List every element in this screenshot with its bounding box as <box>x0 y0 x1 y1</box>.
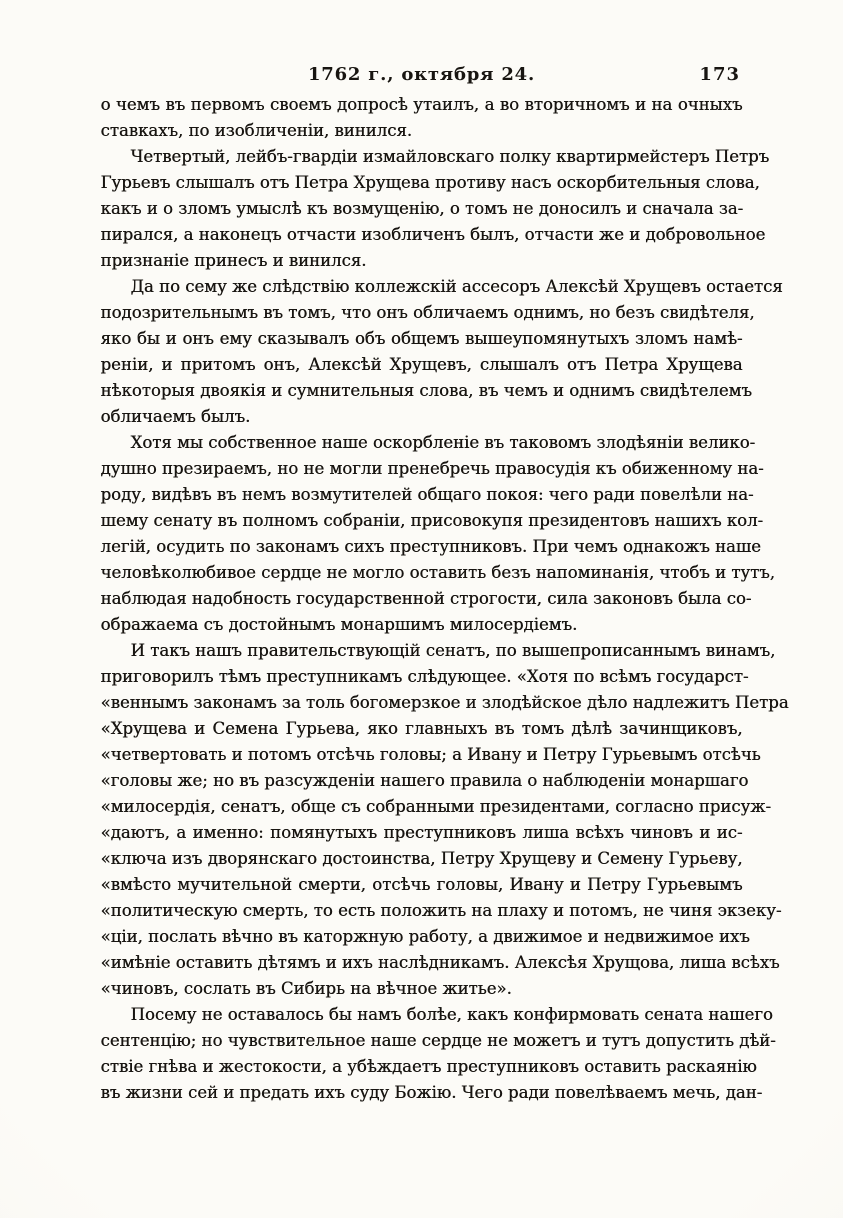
page-number: 173 <box>699 64 740 85</box>
running-head-date: 1762 г., октября 24. <box>307 64 536 85</box>
text-line: шему сенату въ полномъ собраніи, присовокупя президентовъ нашихъ кол- <box>100 511 764 530</box>
text-line: сентенцію; но чувствительное наше сердце не можетъ и тутъ допустить дѣй- <box>100 1031 776 1050</box>
text-line: человѣколюбивое сердце не могло оставить безъ напоминанія, чтобъ и тутъ, <box>100 563 775 582</box>
paragraph <box>100 1002 776 1106</box>
text-line: ствіе гнѣва и жестокости, а убѣждаетъ преступниковъ оставить раскаянію <box>100 1057 757 1076</box>
text-line: «ключа изъ дворянскаго достоинства, Петру Хрущеву и Семену Гурьеву, <box>100 849 743 868</box>
text-line: «веннымъ законамъ за толь богомерзкое и злодѣйское дѣло надлежитъ Петра <box>100 693 789 712</box>
text-line: о чемъ въ первомъ своемъ допросѣ утаилъ, а во вторичномъ и на очныхъ <box>100 95 743 114</box>
text-line: ставкахъ, по изобличеніи, винился. <box>100 121 413 140</box>
text-line: нѣкоторыя двоякія и сумнительныя слова, въ чемъ и однимъ свидѣтелемъ <box>100 381 752 400</box>
paragraph <box>100 430 775 638</box>
text-line: «Хрущева и Семена Гурьева, яко главныхъ въ томъ дѣлѣ зачинщиковъ, <box>100 719 743 738</box>
text-line: подозрительнымъ въ томъ, что онъ обличаемъ однимъ, но безъ свидѣтеля, <box>100 303 755 322</box>
text-line: Хотя мы собственное наше оскорбленіе въ таковомъ злодѣяніи велико- <box>130 433 756 452</box>
text-line: приговорилъ тѣмъ преступникамъ слѣдующее. «Хотя по всѣмъ государст- <box>100 667 749 686</box>
text-line: «даютъ, а именно: помянутыхъ преступниковъ лиша всѣхъ чиновъ и ис- <box>100 823 743 842</box>
text-line: яко бы и онъ ему сказывалъ объ общемъ вышеупомянутыхъ зломъ намѣ- <box>100 329 743 348</box>
text-line: легій, осудить по законамъ сихъ преступниковъ. При чемъ однакожъ наше <box>100 537 761 556</box>
text-line: «ціи, послать вѣчно въ каторжную работу, а движимое и недвижимое ихъ <box>100 927 750 946</box>
text-line: Четвертый, лейбъ-гвардіи измайловскаго полку квартирмейстеръ Петръ <box>130 147 770 166</box>
text-line: Посему не оставалось бы намъ болѣе, какъ конфирмовать сената нашего <box>130 1005 773 1024</box>
text-line: Да по сему же слѣдствію коллежскій ассесоръ Алексѣй Хрущевъ остается <box>130 277 783 296</box>
text-line: «милосердія, сенатъ, обще съ собранными президентами, согласно присуж- <box>100 797 771 816</box>
text-line: въ жизни сей и предать ихъ суду Божію. Чего ради повелѣваемъ мечь, дан- <box>100 1083 763 1102</box>
text-line: пирался, а наконецъ отчасти изобличенъ былъ, отчасти же и добровольное <box>100 225 766 244</box>
text-line: И такъ нашъ правительствующій сенатъ, по вышепрописаннымъ винамъ, <box>130 641 776 660</box>
text-line: роду, видѣвъ въ немъ возмутителей общаго покоя: чего ради повелѣли на- <box>100 485 754 504</box>
paragraph <box>100 274 783 430</box>
text-line: наблюдая надобность государственной строгости, сила законовъ была со- <box>100 589 752 608</box>
text-line: «политическую смерть, то есть положить на плаху и потомъ, не чиня экзеку- <box>100 901 782 920</box>
paragraph <box>101 92 743 144</box>
text-line: реніи, и притомъ онъ, Алексѣй Хрущевъ, слышалъ отъ Петра Хрущева <box>100 355 743 374</box>
paragraph <box>100 144 770 274</box>
text-line: «четвертовать и потомъ отсѣчь головы; а Ивану и Петру Гурьевымъ отсѣчь <box>100 745 761 764</box>
text-line: обличаемъ былъ. <box>100 407 251 426</box>
paragraph <box>100 638 789 1002</box>
text-line: «вмѣсто мучительной смерти, отсѣчь головы, Ивану и Петру Гурьевымъ <box>100 875 743 894</box>
text-line: ображаема съ достойнымъ монаршимъ милосердіемъ. <box>100 615 578 634</box>
text-line: признаніе принесъ и винился. <box>100 251 367 270</box>
text-line: Гурьевъ слышалъ отъ Петра Хрущева противу насъ оскорбительныя слова, <box>100 173 760 192</box>
text-line: «имѣніе оставить дѣтямъ и ихъ наслѣдникамъ. Алексѣя Хрущова, лиша всѣхъ <box>100 953 780 972</box>
text-line: «чиновъ, сослать въ Сибирь на вѣчное житье». <box>100 979 512 998</box>
text-line: душно презираемъ, но не могли пренебречь правосудія къ обиженному на- <box>100 459 764 478</box>
text-line: какъ и о зломъ умыслѣ къ возмущенію, о томъ не доносилъ и сначала за- <box>100 199 744 218</box>
document-body <box>100 92 789 1106</box>
page-header <box>0 0 843 92</box>
text-line: «головы же; но въ разсужденіи нашего правила о наблюденіи монаршаго <box>100 771 749 790</box>
